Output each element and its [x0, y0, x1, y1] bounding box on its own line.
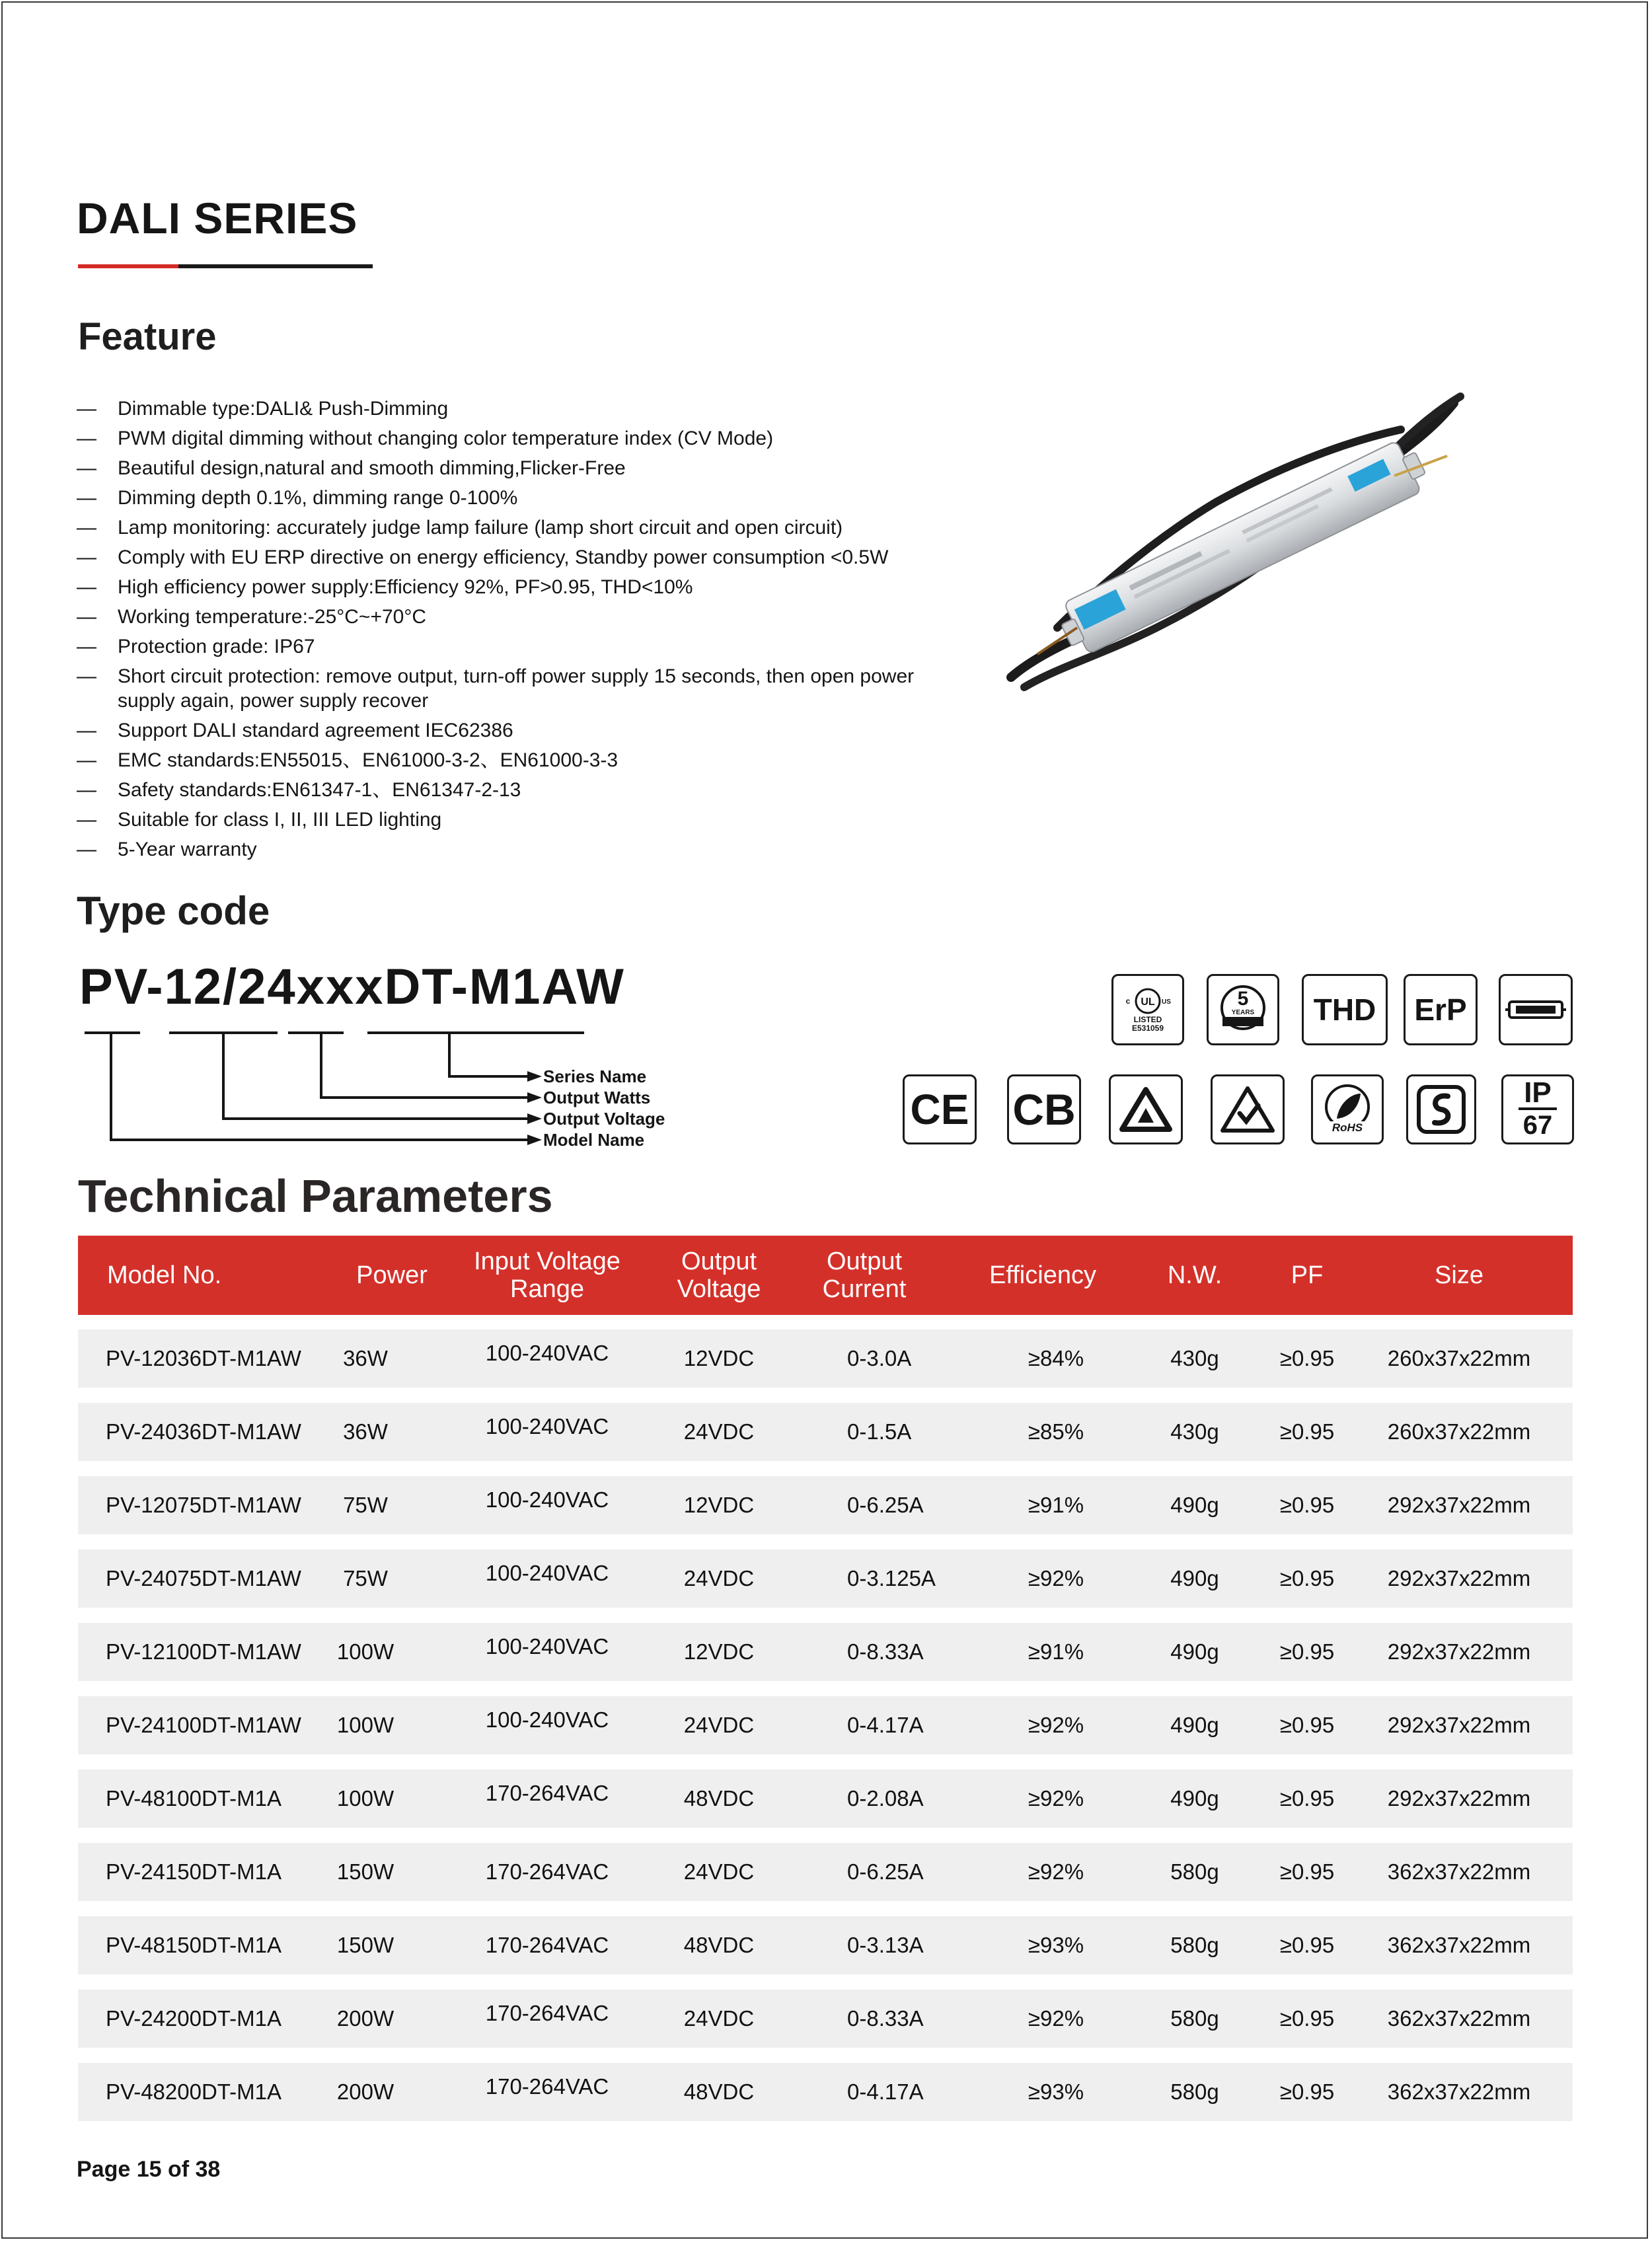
ul-listed-text: LISTED: [1133, 1015, 1162, 1024]
cell-size: 292x37x22mm: [1387, 1786, 1531, 1811]
ul-file-number: E531059: [1131, 1024, 1164, 1033]
feature-item: [77, 807, 975, 832]
ce-text: CE: [910, 1086, 969, 1133]
feature-text: Dimming depth 0.1%, dimming range 0-100%: [118, 487, 518, 509]
column-header-pf: PF: [1291, 1261, 1324, 1289]
cell-input-voltage: 100-240VAC: [485, 1634, 609, 1659]
cell-size: 362x37x22mm: [1387, 1859, 1531, 1884]
cell-output-voltage: 12VDC: [683, 1346, 755, 1370]
cell-net-weight: 580g: [1170, 1859, 1219, 1884]
table-row: [78, 1403, 1573, 1461]
cell-pf: ≥0.95: [1279, 1419, 1335, 1444]
svg-text:c: c: [1125, 996, 1131, 1006]
cell-power: 150W: [336, 1933, 394, 1957]
cell-input-voltage: 100-240VAC: [485, 1487, 609, 1512]
technical-parameters-heading: Technical Parameters: [78, 1170, 553, 1222]
feature-text: Suitable for class I, II, III LED lighting: [118, 809, 442, 831]
cell-power: 100W: [336, 1786, 394, 1811]
warranty-years-word: YEARS: [1231, 1009, 1255, 1016]
five-year-warranty-icon: [1207, 974, 1279, 1045]
feature-item: [77, 456, 975, 480]
cell-power: 200W: [336, 2079, 394, 2104]
bullet-dash: —: [77, 487, 96, 509]
cell-power: 36W: [343, 1419, 388, 1444]
cell-output-voltage: 24VDC: [683, 1713, 755, 1737]
cell-model: PV-48150DT-M1A: [106, 1933, 282, 1957]
feature-item: [77, 634, 975, 659]
cell-efficiency: ≥93%: [1028, 2079, 1084, 2104]
product-photo: [998, 377, 1474, 720]
bullet-dash: —: [77, 398, 96, 420]
cell-input-voltage: 100-240VAC: [485, 1341, 609, 1365]
cell-net-weight: 490g: [1170, 1713, 1219, 1737]
cell-power: 36W: [343, 1346, 388, 1370]
cell-output-current: 0-1.5A: [847, 1419, 912, 1444]
feature-item: [77, 718, 975, 743]
cell-output-voltage: 24VDC: [683, 1859, 755, 1884]
bullet-dash: —: [77, 606, 96, 628]
feature-item: [77, 545, 975, 570]
cell-efficiency: ≥92%: [1028, 1859, 1084, 1884]
cell-pf: ≥0.95: [1279, 2006, 1335, 2031]
cell-output-voltage: 24VDC: [683, 1566, 755, 1590]
table-row: [78, 1696, 1573, 1754]
feature-item: [77, 515, 975, 540]
cell-model: PV-24100DT-M1AW: [106, 1713, 301, 1737]
feature-heading: Feature: [78, 315, 217, 358]
bullet-dash: —: [77, 636, 96, 657]
cell-output-voltage: 24VDC: [683, 2006, 755, 2031]
type-code-heading: Type code: [77, 889, 270, 933]
cell-model: PV-48200DT-M1A: [106, 2079, 282, 2104]
bullet-dash: —: [77, 809, 96, 831]
cell-output-voltage: 48VDC: [683, 1933, 755, 1957]
cell-output-current: 0-3.125A: [847, 1566, 936, 1590]
feature-item: [77, 748, 975, 772]
cell-net-weight: 580g: [1170, 1933, 1219, 1957]
feature-text: Support DALI standard agreement IEC62386: [118, 720, 513, 741]
feature-text: Lamp monitoring: accurately judge lamp failure (lamp short circuit and open circuit): [118, 517, 843, 539]
feature-text: Protection grade: IP67: [118, 636, 315, 657]
column-header-efficiency: Efficiency: [989, 1261, 1096, 1289]
feature-text: Comply with EU ERP directive on energy efficiency, Standby power consumption <0.5W: [118, 546, 889, 568]
feature-item: [77, 396, 975, 421]
page-number: Page 15 of 38: [77, 2157, 221, 2182]
feature-text: Beautiful design,natural and smooth dimming,Flicker-Free: [118, 457, 626, 479]
led-driver-icon: [1499, 974, 1573, 1045]
ip-rating-text: 67: [1522, 1111, 1553, 1140]
cell-input-voltage: 170-264VAC: [485, 1933, 609, 1957]
cell-output-current: 0-6.25A: [847, 1859, 924, 1884]
feature-text: High efficiency power supply:Efficiency 92%, PF>0.95, THD<10%: [118, 576, 693, 598]
bullet-dash: —: [77, 517, 96, 539]
erp-icon: [1404, 974, 1478, 1045]
bullet-dash: —: [77, 779, 96, 801]
cell-output-voltage: 24VDC: [683, 1419, 755, 1444]
type-code-label-output-watts: Output Watts: [543, 1088, 651, 1107]
cell-net-weight: 490g: [1170, 1493, 1219, 1517]
bullet-dash: —: [77, 428, 96, 449]
bullet-dash: —: [77, 576, 96, 598]
svg-text:UL: UL: [1141, 996, 1155, 1008]
cell-input-voltage: 100-240VAC: [485, 1561, 609, 1585]
cell-output-voltage: 48VDC: [683, 1786, 755, 1811]
cell-pf: ≥0.95: [1279, 1566, 1335, 1590]
cell-model: PV-24036DT-M1AW: [106, 1419, 301, 1444]
title-underline: [178, 264, 373, 268]
cell-size: 292x37x22mm: [1387, 1639, 1531, 1664]
cell-power: 100W: [336, 1639, 394, 1664]
cell-efficiency: ≥92%: [1028, 1713, 1084, 1737]
cell-input-voltage: 170-264VAC: [485, 1781, 609, 1805]
table-row: [78, 2063, 1573, 2121]
cell-power: 75W: [343, 1493, 388, 1517]
bullet-dash: —: [77, 720, 96, 741]
cell-pf: ≥0.95: [1279, 2079, 1335, 2104]
cell-model: PV-12036DT-M1AW: [106, 1346, 301, 1370]
erp-text: ErP: [1414, 992, 1467, 1027]
rohs-text: RoHS: [1320, 1121, 1375, 1135]
type-code: PV-12/24xxxDT-M1AW: [79, 959, 625, 1015]
cell-model: PV-48100DT-M1A: [106, 1786, 282, 1811]
cell-efficiency: ≥92%: [1028, 1786, 1084, 1811]
cell-input-voltage: 100-240VAC: [485, 1414, 609, 1439]
feature-item: [77, 426, 975, 451]
bullet-dash: —: [77, 546, 96, 568]
cell-input-voltage: 100-240VAC: [485, 1707, 609, 1732]
table-row: [78, 1916, 1573, 1974]
cell-efficiency: ≥92%: [1028, 2006, 1084, 2031]
cell-output-voltage: 48VDC: [683, 2079, 755, 2104]
thd-icon: [1302, 974, 1388, 1045]
cell-pf: ≥0.95: [1279, 1713, 1335, 1737]
rcm-icon: [1211, 1074, 1285, 1144]
feature-item: [77, 486, 975, 510]
feature-text: Working temperature:-25°C~+70°C: [118, 606, 426, 628]
cell-input-voltage: 170-264VAC: [485, 2074, 609, 2099]
warranty-years-number: 5: [1237, 988, 1249, 1010]
cell-size: 292x37x22mm: [1387, 1566, 1531, 1590]
cb-text: CB: [1012, 1085, 1076, 1134]
cell-output-current: 0-4.17A: [847, 1713, 924, 1737]
cell-size: 260x37x22mm: [1387, 1346, 1531, 1370]
feature-item: [77, 778, 975, 802]
feature-text: Safety standards:EN61347-1、EN61347-2-13: [118, 779, 521, 801]
type-code-label-output-voltage: Output Voltage: [543, 1109, 665, 1129]
cell-pf: ≥0.95: [1279, 1786, 1335, 1811]
cell-net-weight: 490g: [1170, 1786, 1219, 1811]
cell-efficiency: ≥91%: [1028, 1493, 1084, 1517]
cell-model: PV-12075DT-M1AW: [106, 1493, 301, 1517]
table-row: [78, 1990, 1573, 2048]
cell-net-weight: 430g: [1170, 1419, 1219, 1444]
cell-efficiency: ≥91%: [1028, 1639, 1084, 1664]
ul-listed-icon: [1111, 974, 1184, 1045]
cell-net-weight: 580g: [1170, 2006, 1219, 2031]
feature-item: [77, 605, 975, 629]
feature-item: [77, 664, 975, 713]
type-code-label-series-name: Series Name: [543, 1066, 647, 1086]
table-header: [78, 1236, 1573, 1315]
title-underline-accent: [78, 264, 178, 268]
cell-size: 260x37x22mm: [1387, 1419, 1531, 1444]
cell-pf: ≥0.95: [1279, 1933, 1335, 1957]
cell-output-current: 0-4.17A: [847, 2079, 924, 2104]
cell-pf: ≥0.95: [1279, 1859, 1335, 1884]
cell-power: 150W: [336, 1859, 394, 1884]
cell-pf: ≥0.95: [1279, 1346, 1335, 1370]
table-row: [78, 1843, 1573, 1901]
table-row: [78, 1623, 1573, 1681]
cell-output-current: 0-8.33A: [847, 2006, 924, 2031]
column-header-power: Power: [356, 1261, 428, 1289]
cell-size: 362x37x22mm: [1387, 2079, 1531, 2104]
cell-efficiency: ≥84%: [1028, 1346, 1084, 1370]
cell-input-voltage: 170-264VAC: [485, 1859, 609, 1884]
cell-output-current: 0-8.33A: [847, 1639, 924, 1664]
cell-model: PV-24150DT-M1A: [106, 1859, 282, 1884]
bullet-dash: —: [77, 457, 96, 479]
cell-model: PV-24075DT-M1AW: [106, 1566, 301, 1590]
cell-output-current: 0-3.13A: [847, 1933, 924, 1957]
svg-text:US: US: [1162, 998, 1171, 1006]
cell-size: 292x37x22mm: [1387, 1493, 1531, 1517]
ce-icon: [903, 1074, 977, 1144]
cell-pf: ≥0.95: [1279, 1639, 1335, 1664]
s-mark-icon: [1406, 1074, 1476, 1144]
ip67-icon: [1501, 1074, 1574, 1144]
table-row: [78, 1329, 1573, 1388]
table-row: [78, 1550, 1573, 1608]
cell-net-weight: 490g: [1170, 1566, 1219, 1590]
cell-model: PV-24200DT-M1A: [106, 2006, 282, 2031]
feature-item: [77, 837, 975, 862]
feature-text: 5-Year warranty: [118, 839, 257, 860]
cb-icon: [1007, 1074, 1081, 1144]
column-header-input-voltage: Input Voltage Range: [474, 1248, 620, 1303]
column-header-model: Model No.: [107, 1261, 222, 1289]
cell-output-current: 0-2.08A: [847, 1786, 924, 1811]
feature-text: EMC standards:EN55015、EN61000-3-2、EN61000-3-3: [118, 749, 619, 771]
series-title: DALI SERIES: [77, 194, 358, 243]
cell-input-voltage: 170-264VAC: [485, 2001, 609, 2025]
cell-power: 100W: [336, 1713, 394, 1737]
cell-model: PV-12100DT-M1AW: [106, 1639, 301, 1664]
column-header-output-current: Output Current: [822, 1248, 907, 1303]
cell-pf: ≥0.95: [1279, 1493, 1335, 1517]
cell-output-voltage: 12VDC: [683, 1493, 755, 1517]
cell-power: 75W: [343, 1566, 388, 1590]
saa-triangle-icon: [1109, 1074, 1183, 1144]
bullet-dash: —: [77, 665, 96, 687]
rohs-icon: [1311, 1074, 1384, 1144]
column-header-net-weight: N.W.: [1167, 1261, 1222, 1289]
cell-efficiency: ≥93%: [1028, 1933, 1084, 1957]
cell-efficiency: ≥85%: [1028, 1419, 1084, 1444]
cell-net-weight: 580g: [1170, 2079, 1219, 2104]
feature-text: Short circuit protection: remove output, turn-off power supply 15 seconds, then open power supply again, power supply recover: [118, 665, 915, 712]
cell-size: 362x37x22mm: [1387, 2006, 1531, 2031]
feature-text: Dimmable type:DALI& Push-Dimming: [118, 398, 449, 420]
cell-output-voltage: 12VDC: [683, 1639, 755, 1664]
bullet-dash: —: [77, 839, 96, 860]
ip-text: IP: [1519, 1078, 1557, 1110]
bullet-dash: —: [77, 749, 96, 771]
table-row: [78, 1476, 1573, 1534]
feature-item: [77, 575, 975, 599]
cell-efficiency: ≥92%: [1028, 1566, 1084, 1590]
feature-list: [77, 396, 975, 867]
feature-text: PWM digital dimming without changing color temperature index (CV Mode): [118, 428, 774, 449]
cell-size: 362x37x22mm: [1387, 1933, 1531, 1957]
cell-net-weight: 430g: [1170, 1346, 1219, 1370]
column-header-output-voltage: Output Voltage: [677, 1248, 761, 1303]
column-header-size: Size: [1435, 1261, 1483, 1289]
cell-output-current: 0-3.0A: [847, 1346, 912, 1370]
type-code-label-model-name: Model Name: [543, 1130, 645, 1150]
cell-output-current: 0-6.25A: [847, 1493, 924, 1517]
cell-net-weight: 490g: [1170, 1639, 1219, 1664]
table-row: [78, 1770, 1573, 1828]
cell-size: 292x37x22mm: [1387, 1713, 1531, 1737]
cell-power: 200W: [336, 2006, 394, 2031]
thd-text: THD: [1313, 992, 1376, 1027]
